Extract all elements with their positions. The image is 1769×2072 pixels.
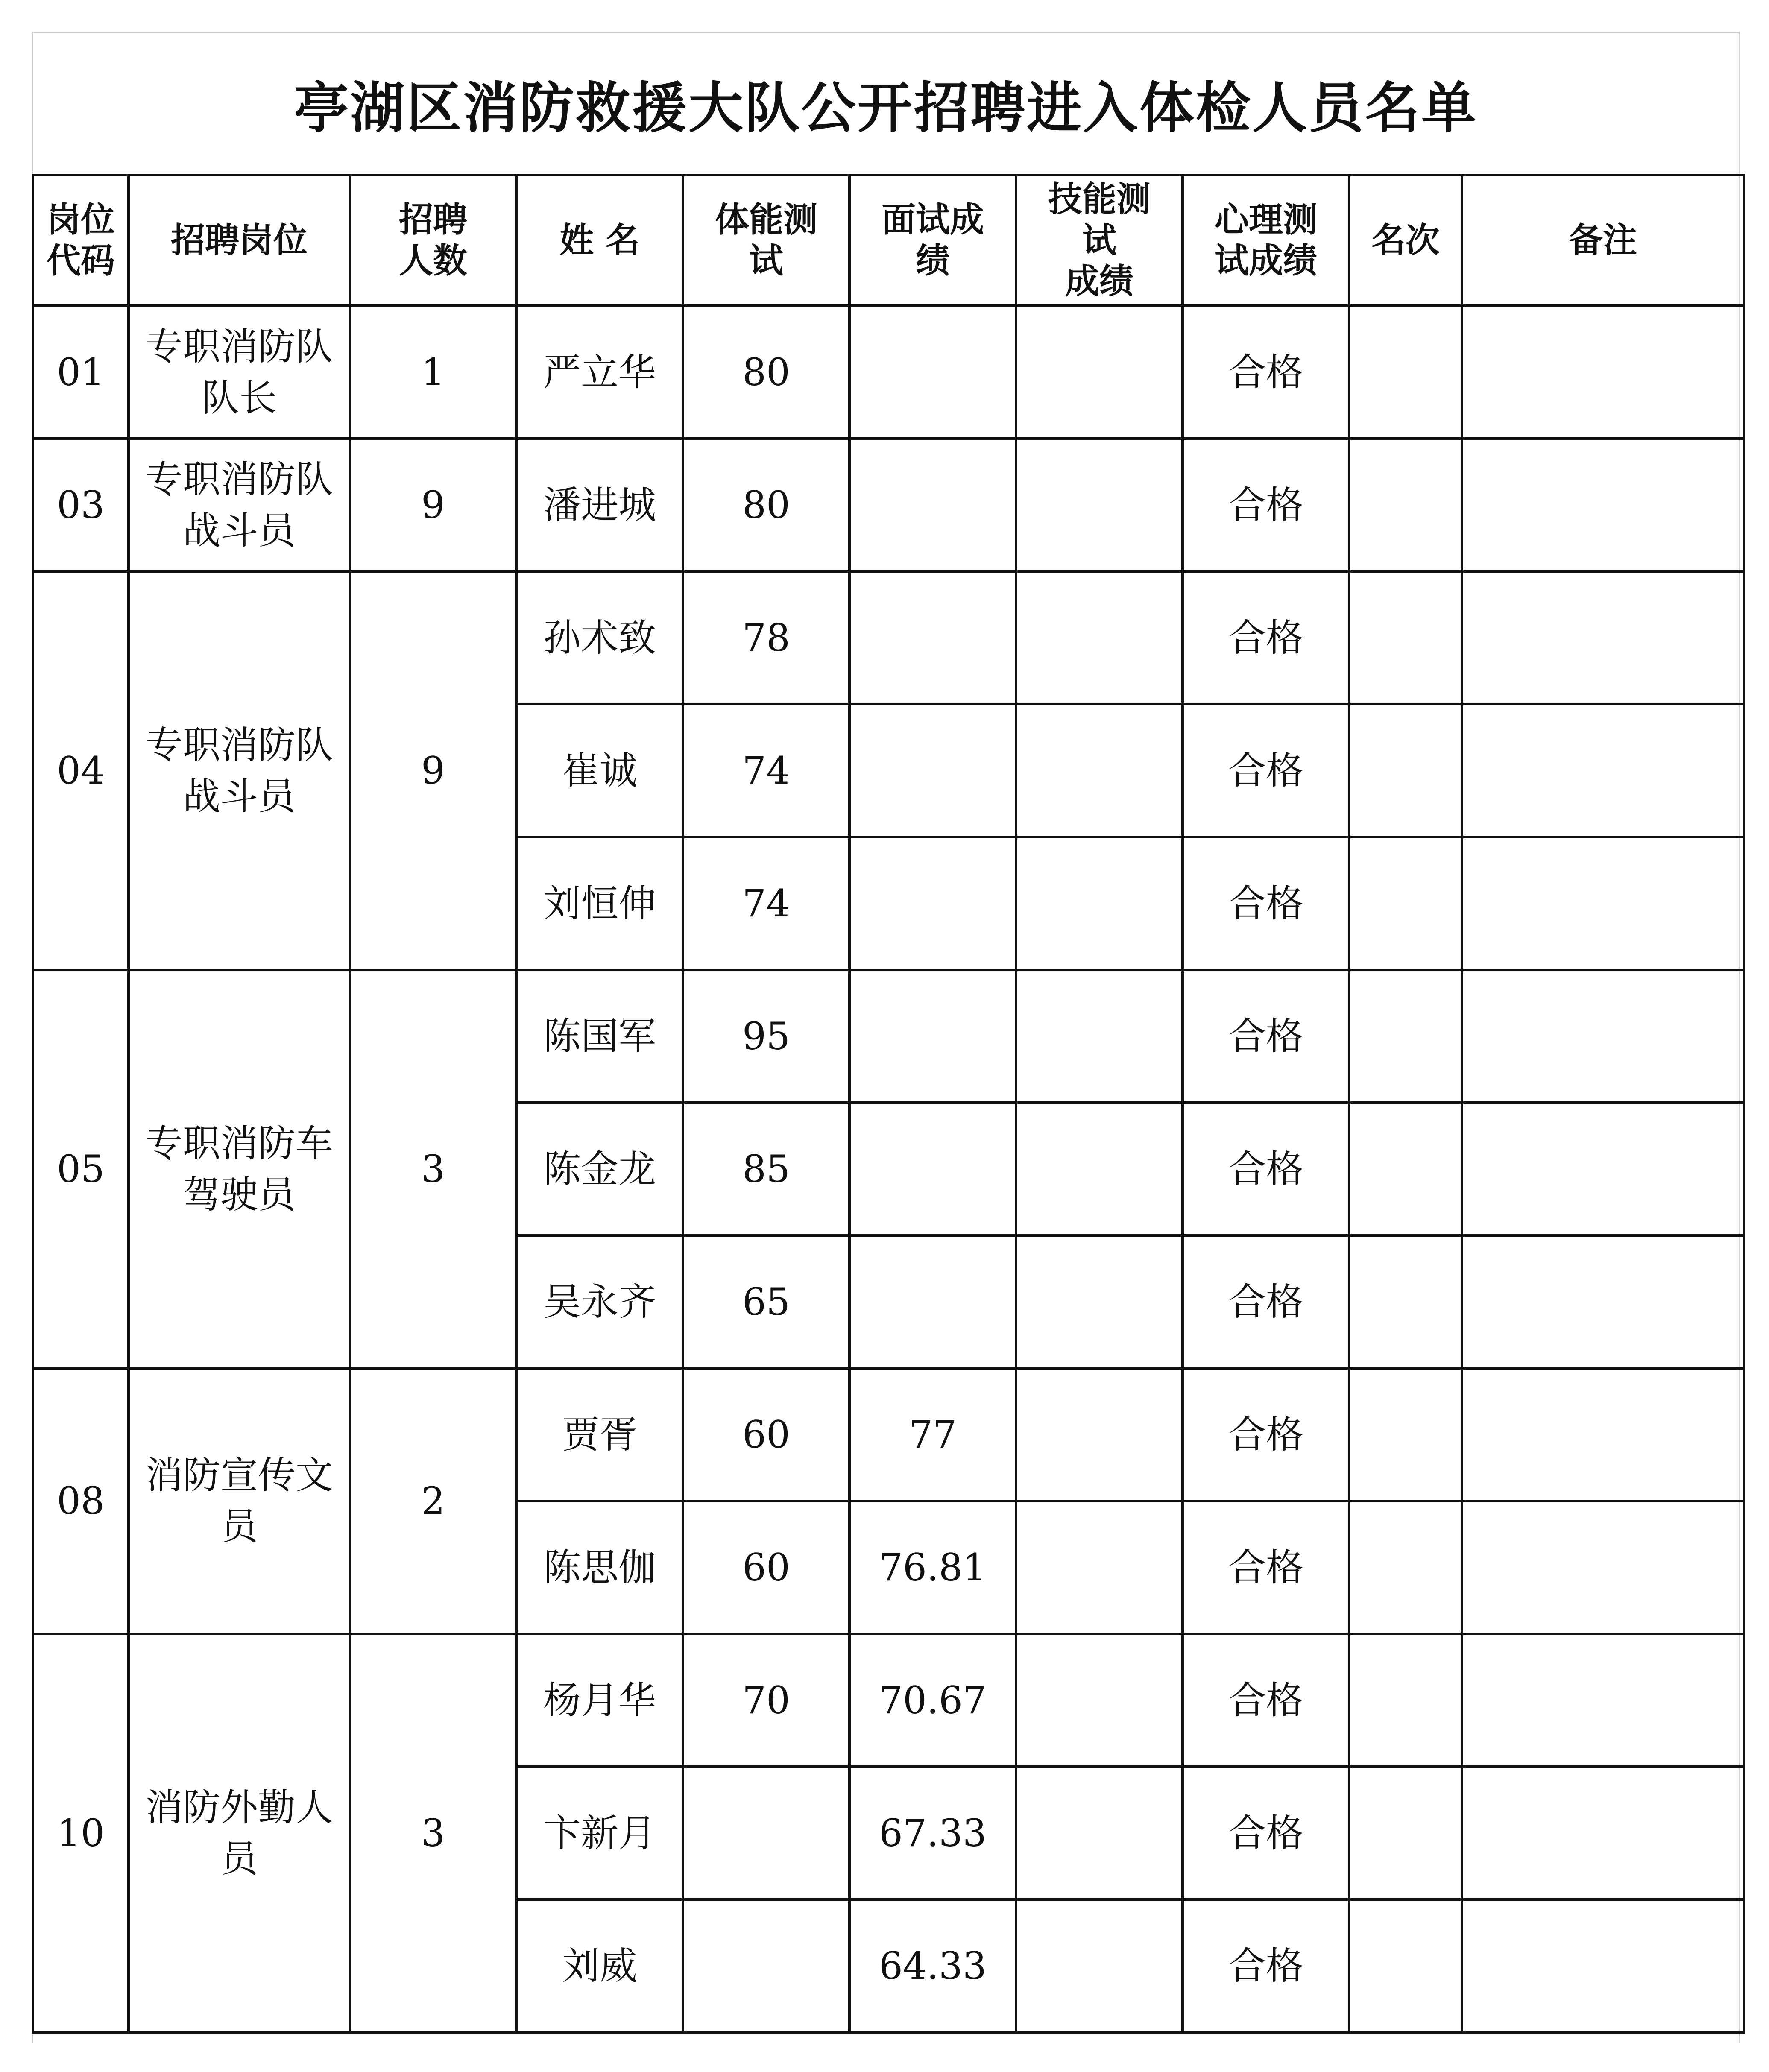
cell-psych: 合格 — [1183, 704, 1349, 837]
table-row — [33, 1634, 1744, 1767]
cell-fitness: 60 — [683, 1368, 849, 1501]
cell-position-code: 01 — [33, 306, 129, 439]
cell-name: 陈金龙 — [516, 1103, 683, 1235]
cell-position-code: 04 — [33, 571, 129, 970]
cell-rank — [1349, 1767, 1462, 1899]
cell-psych: 合格 — [1183, 837, 1349, 970]
header-rank: 名次 — [1349, 175, 1462, 306]
position-title-line: 消防外勤人 — [145, 1785, 333, 1829]
cell-rank — [1349, 970, 1462, 1103]
cell-remark — [1462, 1899, 1744, 2032]
cell-skill — [1016, 704, 1183, 837]
cell-quota: 3 — [350, 1634, 516, 2032]
header-skill: 技能测 试 成绩 — [1016, 175, 1183, 306]
header-row — [33, 175, 1744, 306]
cell-quota: 3 — [350, 970, 516, 1368]
cell-interview: 76.81 — [849, 1501, 1016, 1634]
position-title-line: 员 — [220, 1504, 258, 1548]
cell-rank — [1349, 1501, 1462, 1634]
cell-interview: 70.67 — [849, 1634, 1016, 1767]
cell-interview: 67.33 — [849, 1767, 1016, 1899]
cell-name: 严立华 — [516, 306, 683, 439]
cell-quota: 9 — [350, 571, 516, 970]
cell-remark — [1462, 439, 1744, 571]
cell-name: 崔诚 — [516, 704, 683, 837]
cell-interview — [849, 970, 1016, 1103]
cell-psych: 合格 — [1183, 970, 1349, 1103]
cell-skill — [1016, 306, 1183, 439]
position-title-line: 战斗员 — [182, 508, 296, 553]
cell-fitness: 74 — [683, 704, 849, 837]
cell-position-title — [129, 970, 350, 1368]
cell-remark — [1462, 1235, 1744, 1368]
cell-quota: 2 — [350, 1368, 516, 1634]
cell-position-title — [129, 571, 350, 970]
position-title-line: 驾驶员 — [182, 1172, 296, 1217]
cell-psych: 合格 — [1183, 1368, 1349, 1501]
cell-skill — [1016, 1634, 1183, 1767]
cell-remark — [1462, 704, 1744, 837]
header-position: 招聘岗位 — [129, 175, 350, 306]
cell-psych: 合格 — [1183, 1235, 1349, 1368]
cell-name: 吴永齐 — [516, 1235, 683, 1368]
cell-fitness — [683, 1767, 849, 1899]
position-title-line: 专职消防车 — [145, 1121, 333, 1165]
cell-position-title — [129, 306, 350, 439]
header-interview: 面试成 绩 — [849, 175, 1016, 306]
cell-psych: 合格 — [1183, 1501, 1349, 1634]
cell-interview — [849, 1235, 1016, 1368]
table-row — [33, 571, 1744, 704]
cell-name: 刘威 — [516, 1899, 683, 2032]
cell-rank — [1349, 571, 1462, 704]
cell-position-code: 05 — [33, 970, 129, 1368]
cell-fitness: 95 — [683, 970, 849, 1103]
table-row — [33, 306, 1744, 439]
cell-skill — [1016, 1767, 1183, 1899]
cell-fitness: 70 — [683, 1634, 849, 1767]
cell-rank — [1349, 837, 1462, 970]
cell-remark — [1462, 1103, 1744, 1235]
cell-psych: 合格 — [1183, 571, 1349, 704]
cell-rank — [1349, 704, 1462, 837]
cell-psych: 合格 — [1183, 1103, 1349, 1235]
cell-name: 孙术致 — [516, 571, 683, 704]
cell-quota: 9 — [350, 439, 516, 571]
header-psych: 心理测 试成绩 — [1183, 175, 1349, 306]
cell-skill — [1016, 837, 1183, 970]
table-row — [33, 1368, 1744, 1501]
cell-rank — [1349, 439, 1462, 571]
cell-name: 杨月华 — [516, 1634, 683, 1767]
cell-fitness: 60 — [683, 1501, 849, 1634]
cell-position-code: 10 — [33, 1634, 129, 2032]
cell-remark — [1462, 1767, 1744, 1899]
cell-interview: 77 — [849, 1368, 1016, 1501]
cell-rank — [1349, 1103, 1462, 1235]
cell-interview — [849, 704, 1016, 837]
candidate-table — [32, 174, 1745, 2034]
header-name: 姓 名 — [516, 175, 683, 306]
cell-skill — [1016, 1899, 1183, 2032]
cell-fitness: 74 — [683, 837, 849, 970]
cell-fitness: 78 — [683, 571, 849, 704]
cell-interview — [849, 1103, 1016, 1235]
cell-psych: 合格 — [1183, 306, 1349, 439]
cell-skill — [1016, 439, 1183, 571]
cell-fitness: 85 — [683, 1103, 849, 1235]
cell-name: 潘进城 — [516, 439, 683, 571]
cell-position-code: 03 — [33, 439, 129, 571]
cell-name: 刘恒伸 — [516, 837, 683, 970]
cell-interview — [849, 571, 1016, 704]
cell-position-code: 08 — [33, 1368, 129, 1634]
cell-remark — [1462, 837, 1744, 970]
cell-skill — [1016, 1501, 1183, 1634]
cell-name: 贾胥 — [516, 1368, 683, 1501]
position-title-line: 专职消防队 — [145, 457, 333, 501]
cell-interview — [849, 837, 1016, 970]
cell-remark — [1462, 1501, 1744, 1634]
header-code: 岗位 代码 — [33, 175, 129, 306]
cell-rank — [1349, 1634, 1462, 1767]
cell-fitness: 80 — [683, 439, 849, 571]
cell-skill — [1016, 1103, 1183, 1235]
cell-interview — [849, 439, 1016, 571]
cell-psych: 合格 — [1183, 1634, 1349, 1767]
cell-remark — [1462, 970, 1744, 1103]
cell-remark — [1462, 571, 1744, 704]
table-row — [33, 439, 1744, 571]
position-title-line: 专职消防队 — [145, 723, 333, 767]
cell-remark — [1462, 1368, 1744, 1501]
cell-position-title — [129, 439, 350, 571]
cell-psych: 合格 — [1183, 439, 1349, 571]
position-title-line: 消防宣传文 — [145, 1453, 333, 1497]
cell-rank — [1349, 1235, 1462, 1368]
header-remark: 备注 — [1462, 175, 1744, 306]
cell-rank — [1349, 1368, 1462, 1501]
table-body — [33, 306, 1744, 2032]
position-title-line: 员 — [220, 1836, 258, 1881]
cell-fitness: 80 — [683, 306, 849, 439]
cell-skill — [1016, 970, 1183, 1103]
position-title-line: 战斗员 — [182, 774, 296, 818]
cell-rank — [1349, 1899, 1462, 2032]
cell-rank — [1349, 306, 1462, 439]
document-title: 亭湖区消防救援大队公开招聘进入体检人员名单 — [293, 76, 1478, 140]
cell-name: 卞新月 — [516, 1767, 683, 1899]
cell-psych: 合格 — [1183, 1899, 1349, 2032]
cell-remark — [1462, 1634, 1744, 1767]
cell-fitness — [683, 1899, 849, 2032]
cell-skill — [1016, 1368, 1183, 1501]
cell-psych: 合格 — [1183, 1767, 1349, 1899]
cell-remark — [1462, 306, 1744, 439]
cell-fitness: 65 — [683, 1235, 849, 1368]
position-title-line: 专职消防队 — [145, 324, 333, 369]
cell-quota: 1 — [350, 306, 516, 439]
cell-skill — [1016, 571, 1183, 704]
header-fitness: 体能测 试 — [683, 175, 849, 306]
cell-interview: 64.33 — [849, 1899, 1016, 2032]
cell-interview — [849, 306, 1016, 439]
document-sheet — [32, 32, 1740, 2043]
cell-skill — [1016, 1235, 1183, 1368]
cell-position-title — [129, 1634, 350, 2032]
header-quota: 招聘 人数 — [350, 175, 516, 306]
cell-name: 陈国军 — [516, 970, 683, 1103]
cell-position-title — [129, 1368, 350, 1634]
table-row — [33, 970, 1744, 1103]
position-title-line: 队长 — [201, 375, 277, 420]
cell-name: 陈思伽 — [516, 1501, 683, 1634]
